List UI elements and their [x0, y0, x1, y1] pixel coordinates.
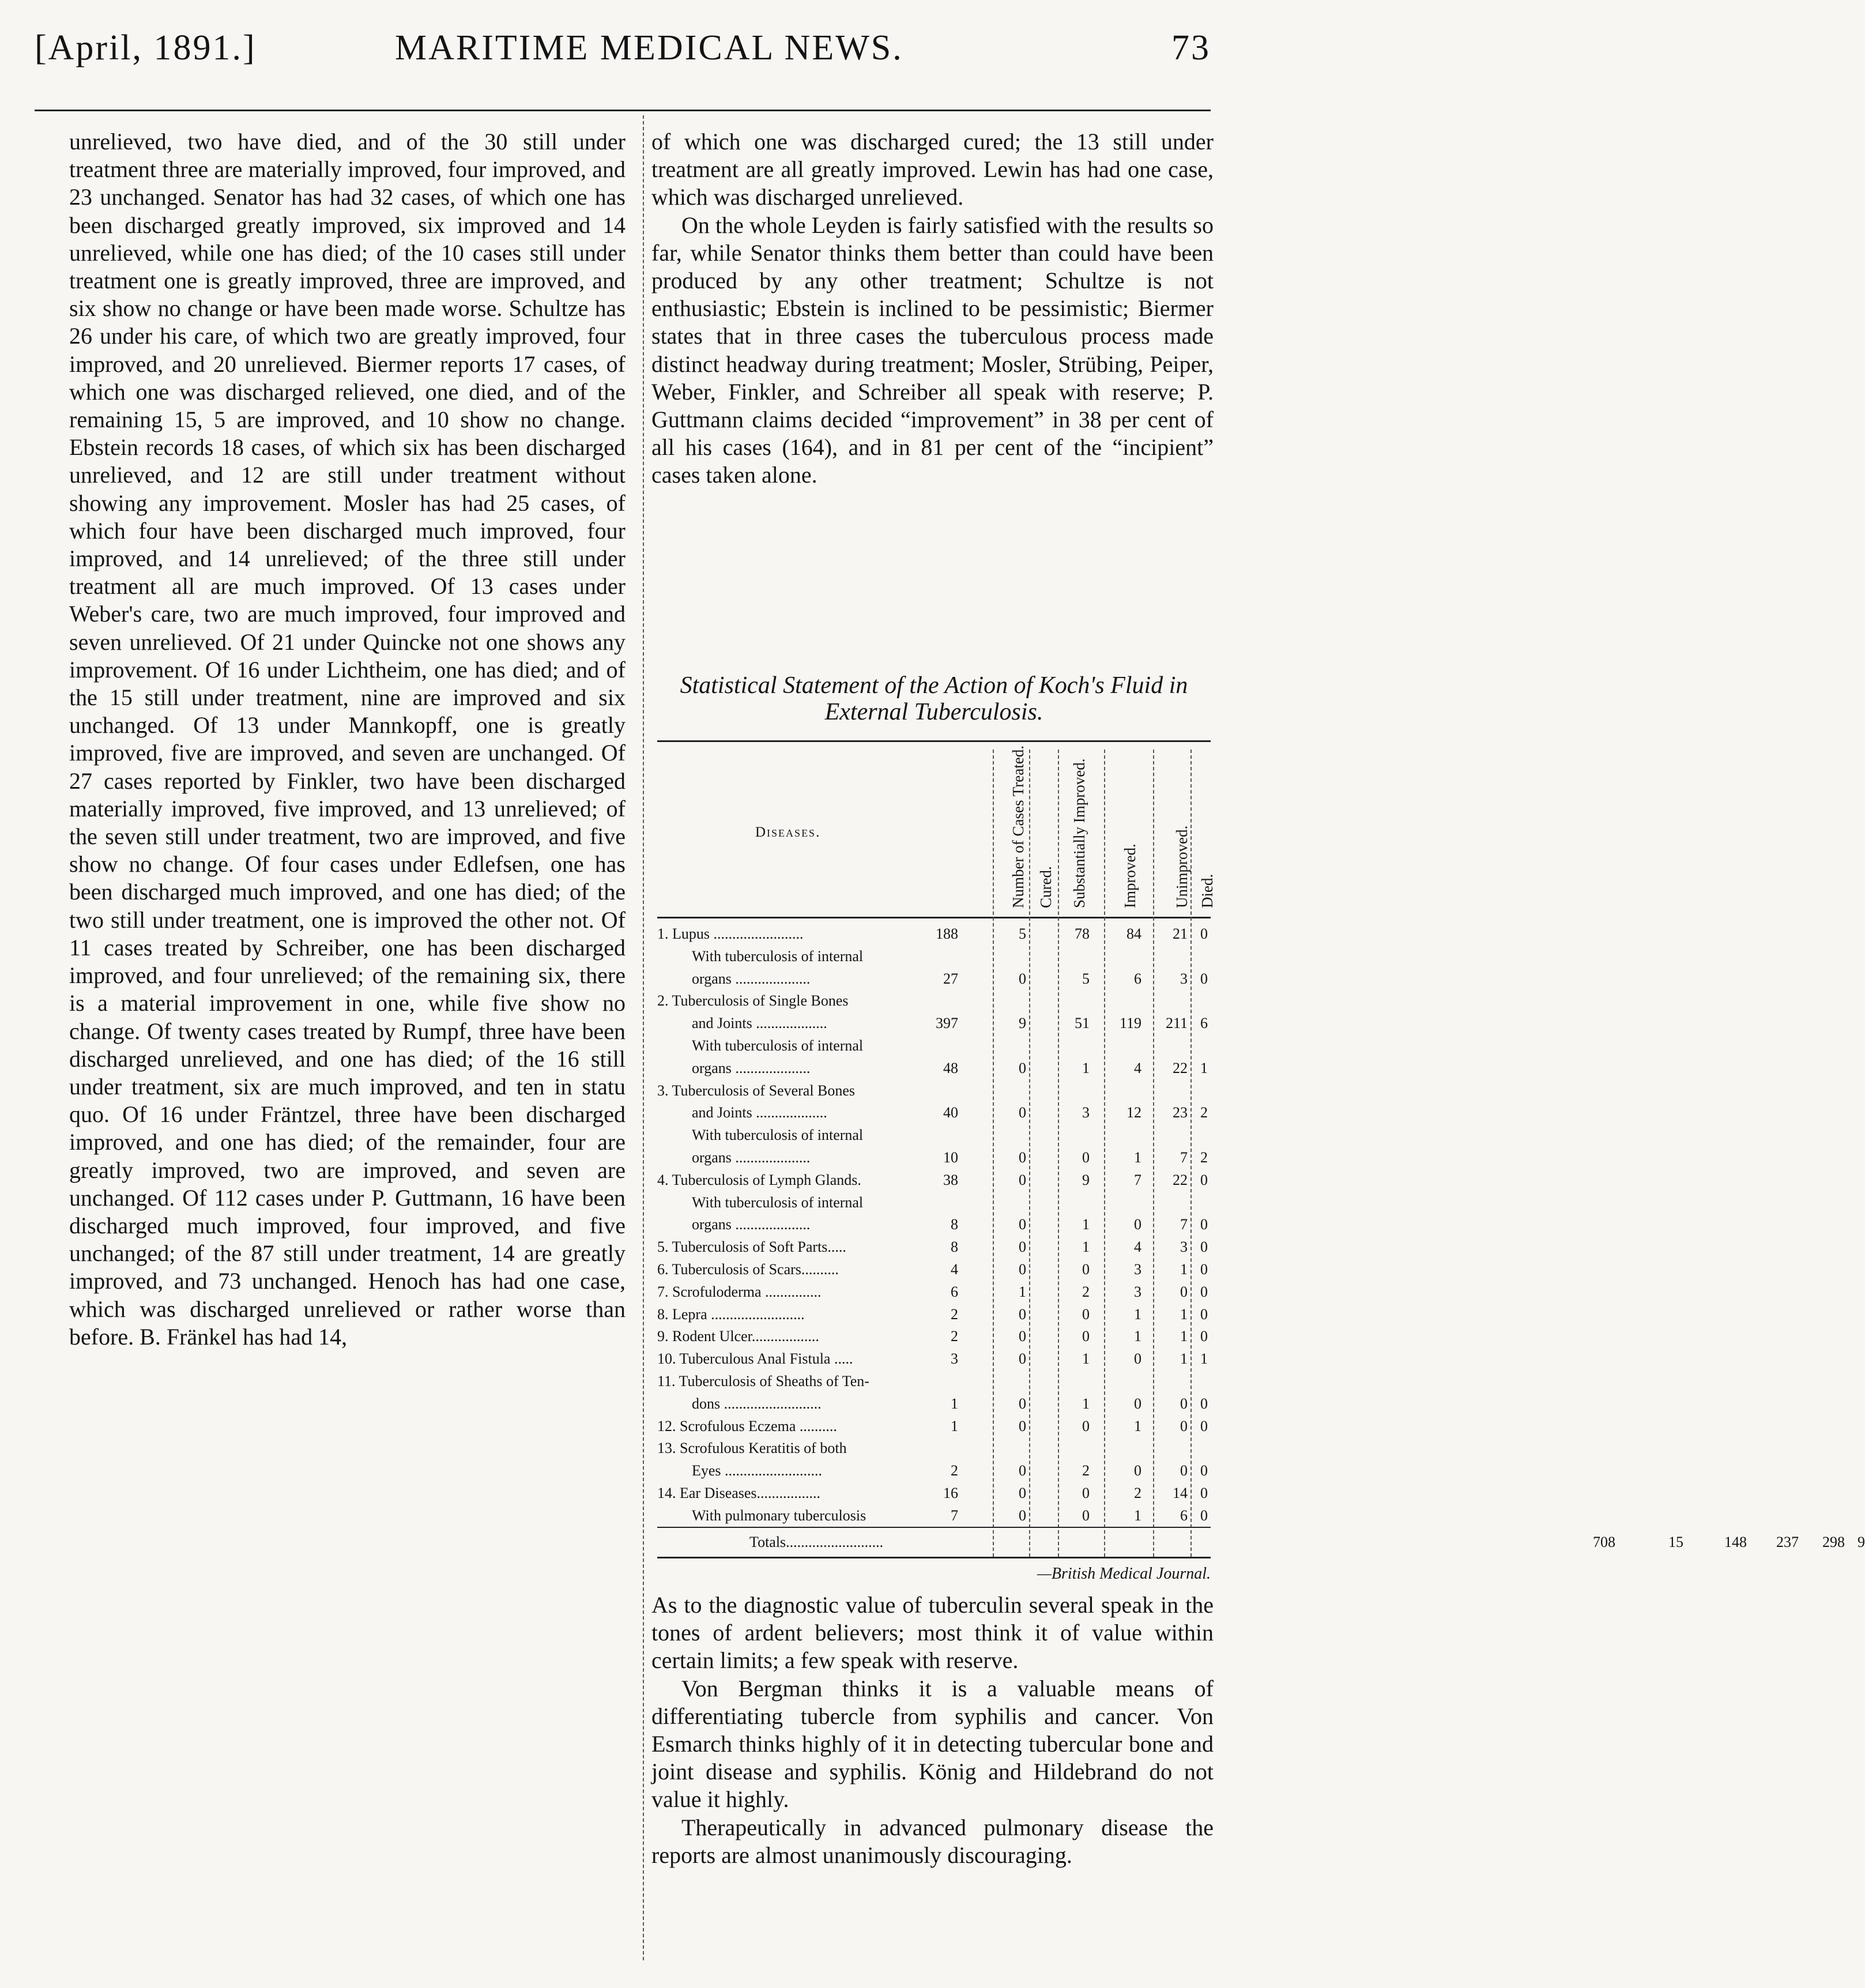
cell-died: 0: [1200, 1485, 1208, 1501]
cell-unimproved: 7: [1180, 1216, 1188, 1233]
disease-label: 10. Tuberculous Anal Fistula .....: [657, 1350, 853, 1368]
totals-substantially: 148: [1724, 1534, 1747, 1550]
cell-substantially: 0: [1082, 1485, 1090, 1501]
disease-label: With tuberculosis of internal: [692, 1127, 864, 1144]
cell-died: 2: [1200, 1104, 1208, 1121]
table-row: [657, 1350, 1211, 1368]
cell-unimproved: 1: [1180, 1261, 1188, 1278]
col-header-improved: Improved.: [1121, 844, 1139, 908]
cell-cases: 27: [943, 970, 958, 987]
cell-cured: 0: [1019, 1104, 1026, 1121]
cell-improved: 7: [1134, 1171, 1141, 1188]
cell-cured: 0: [1019, 1328, 1026, 1345]
cell-unimproved: 3: [1180, 970, 1188, 987]
cell-unimproved: 0: [1180, 1395, 1188, 1412]
cell-died: 0: [1200, 1462, 1208, 1479]
disease-label: 4. Tuberculosis of Lymph Glands.: [657, 1171, 861, 1188]
cell-improved: 2: [1134, 1485, 1141, 1501]
disease-label: Eyes ..........................: [692, 1462, 823, 1479]
totals-died: 9: [1858, 1534, 1865, 1550]
cell-died: 6: [1200, 1015, 1208, 1032]
table-row: [657, 1127, 1211, 1144]
table-row: [657, 1485, 1211, 1502]
cell-cases: 4: [951, 1261, 958, 1278]
cell-substantially: 0: [1082, 1261, 1090, 1278]
issue-date: [April, 1891.]: [35, 28, 257, 67]
cell-improved: 0: [1134, 1350, 1141, 1368]
cell-improved: 12: [1126, 1104, 1141, 1121]
cell-cases: 1: [951, 1395, 958, 1412]
cell-substantially: 51: [1075, 1015, 1090, 1032]
table-row: [657, 1283, 1211, 1301]
cell-cases: 1: [951, 1417, 958, 1434]
totals-unimproved: 298: [1822, 1534, 1845, 1550]
cell-unimproved: 21: [1173, 925, 1188, 942]
cell-improved: 4: [1134, 1059, 1141, 1076]
table-row: [657, 1306, 1211, 1323]
cell-improved: 84: [1126, 925, 1141, 942]
table-row: [657, 1104, 1211, 1121]
disease-label: organs ....................: [692, 1216, 811, 1233]
disease-label: With tuberculosis of internal: [692, 1037, 864, 1054]
cell-improved: 0: [1134, 1462, 1141, 1479]
table-row: [657, 1015, 1211, 1032]
cell-cured: 1: [1019, 1283, 1026, 1300]
cell-died: 0: [1200, 1507, 1208, 1524]
cell-cases: 8: [951, 1238, 958, 1256]
cell-cases: 2: [951, 1462, 958, 1479]
cell-died: 0: [1200, 1305, 1208, 1323]
cell-cured: 0: [1019, 1149, 1026, 1166]
cell-cured: 0: [1019, 1350, 1026, 1368]
cell-improved: 0: [1134, 1216, 1141, 1233]
disease-label: 11. Tuberculosis of Sheaths of Ten-: [657, 1373, 869, 1390]
table-row: [657, 925, 1211, 943]
cell-substantially: 1: [1082, 1350, 1090, 1368]
right-paragraph-2: On the whole Leyden is fairly satisfied with the results so far, while Senator thinks them better than could have been produced by any other treatment; Schultze is not enthusiastic; Ebstein is inclined to be pessimistic; Biermer states that in three cases the tuberculous process made distinct headway during treatment; Mosler, Strübing, Peiper, Weber, Finkler, and Schreiber all speak with reserve; P. Guttmann claims decided “improvement” in 38 per cent of all his cases (164), and in 81 per cent of the “incipient” cases taken alone.: [651, 212, 1214, 488]
table-row: [657, 1507, 1211, 1524]
cell-cured: 0: [1019, 1395, 1026, 1412]
disease-label: 12. Scrofulous Eczema ..........: [657, 1417, 837, 1434]
cell-cured: 0: [1019, 1261, 1026, 1278]
header-rule: [35, 110, 1211, 111]
disease-label: 13. Scrofulous Keratitis of both: [657, 1440, 847, 1457]
cell-died: 1: [1200, 1059, 1208, 1076]
cell-died: 0: [1200, 1261, 1208, 1278]
disease-label: 3. Tuberculosis of Several Bones: [657, 1082, 856, 1099]
table-top-rule: [657, 740, 1211, 742]
cell-died: 0: [1200, 1417, 1208, 1434]
cell-substantially: 2: [1082, 1283, 1090, 1300]
cell-substantially: 1: [1082, 1238, 1090, 1256]
cell-cases: 48: [943, 1059, 958, 1076]
diseases-column-header: Diseases.: [755, 824, 821, 840]
disease-label: organs ....................: [692, 1149, 811, 1166]
cell-unimproved: 1: [1180, 1305, 1188, 1323]
table-header-rule: [657, 917, 1211, 918]
cell-died: 1: [1200, 1350, 1208, 1368]
cell-substantially: 0: [1082, 1507, 1090, 1524]
disease-label: 5. Tuberculosis of Soft Parts.....: [657, 1238, 846, 1256]
cell-unimproved: 7: [1180, 1149, 1188, 1166]
cell-improved: 1: [1134, 1417, 1141, 1434]
disease-label: With tuberculosis of internal: [692, 947, 864, 965]
disease-label: 7. Scrofuloderma ...............: [657, 1283, 822, 1300]
table-row: [657, 1060, 1211, 1077]
totals-cases: 708: [1593, 1534, 1615, 1550]
table-row: [657, 1395, 1211, 1413]
table-row: [657, 1082, 1211, 1100]
cell-substantially: 5: [1082, 970, 1090, 987]
journal-title: MARITIME MEDICAL NEWS.: [395, 28, 903, 67]
table-row: [657, 1037, 1211, 1055]
cell-cured: 9: [1019, 1015, 1026, 1032]
disease-label: With pulmonary tuberculosis: [692, 1507, 866, 1524]
cell-unimproved: 1: [1180, 1328, 1188, 1345]
cell-died: 0: [1200, 1238, 1208, 1256]
table-row: [657, 1462, 1211, 1479]
table-row: [657, 1216, 1211, 1233]
cell-unimproved: 22: [1173, 1059, 1188, 1076]
cell-substantially: 9: [1082, 1171, 1090, 1188]
cell-substantially: 0: [1082, 1149, 1090, 1166]
cell-cases: 8: [951, 1216, 958, 1233]
right-paragraph-1: of which one was discharged cured; the 13 still under treatment are all greatly improved. Lewin has had one case, which was discharged unrelieved.: [651, 129, 1214, 210]
disease-label: 8. Lepra .........................: [657, 1305, 805, 1323]
cell-died: 0: [1200, 1216, 1208, 1233]
cell-substantially: 1: [1082, 1216, 1090, 1233]
col-header-substantially: Substantially Improved.: [1071, 758, 1088, 908]
cell-substantially: 78: [1075, 925, 1090, 942]
cell-improved: 4: [1134, 1238, 1141, 1256]
cell-unimproved: 0: [1180, 1283, 1188, 1300]
left-paragraph: unrelieved, two have died, and of the 30 still under treatment three are materially improved, four improved, and 23 unchanged. Senator has had 32 cases, of which one has been discharged greatly improved, six improved and 14 unrelieved, while one has died; of the 10 cases still under treatment one is greatly improved, three are improved, and six show no change or have been made worse. Schultze has 26 under his care, of which two are greatly improved, four improved, and 20 unrelieved. Biermer reports 17 cases, of which one was discharged relieved, one died, and of the remaining 15, 5 are improved, and 10 show no change. Ebstein records 18 cases, of which six has been discharged unrelieved, and 12 are still under treatment without showing any improvement. Mosler has had 25 cases, of which four have been discharged much improved, four improved, and 14 unrelieved; of the three still under treatment all are much improved. Of 13 cases under Weber's care, two are much improved, four improved and seven unrelieved. Of 21 under Quincke not one shows any improvement. Of 16 under Lichtheim, one has died; and of the 15 still under treatment, nine are improved and six unchanged. Of 13 under Mannkopff, one is greatly improved, five are improved, and seven are unchanged. Of 27 cases reported by Finkler, two have been discharged materially improved, five improved, and 13 unrelieved; of the seven still under treatment, two are improved, and five show no change. Of four cases under Edlefsen, one has been discharged much improved, and one has died; of the two still under treatment, one is improved the other not. Of 11 cases treated by Schreiber, one has been discharged improved, and four unrelieved; of the remaining six, there is a material improvement in one, while five show no change. Of twenty cases treated by Rumpf, three have been discharged unrelieved, and one has died; of the 16 still under treatment, six are much improved, and ten in statu quo. Of 16 under Fräntzel, three have been discharged improved, and one has died; of the remainder, four are greatly improved, two are improved, and seven are unchanged. Of 112 cases under P. Guttmann, 16 have been discharged much improved, four improved, and five unchanged; of the 87 still under treatment, 14 are greatly improved, and 73 unchanged. Henoch has had one case, which was discharged unrelieved or rather worse than before. B. Fränkel has had 14,: [69, 129, 626, 1350]
disease-label: 14. Ear Diseases.................: [657, 1485, 821, 1501]
cell-cases: 40: [943, 1104, 958, 1121]
disease-label: dons ..........................: [692, 1395, 822, 1412]
table-credit: —British Medical Journal.: [1037, 1565, 1211, 1583]
cell-improved: 3: [1134, 1261, 1141, 1278]
cell-substantially: 0: [1082, 1417, 1090, 1434]
cell-cured: 0: [1019, 1462, 1026, 1479]
cell-cases: 16: [943, 1485, 958, 1501]
disease-label: 1. Lupus ........................: [657, 925, 804, 942]
table-title: Statistical Statement of the Action of Koch's Fluid in External Tuberculosis.: [680, 672, 1188, 725]
cell-died: 0: [1200, 1171, 1208, 1188]
cell-cured: 0: [1019, 1417, 1026, 1434]
cell-cured: 0: [1019, 970, 1026, 987]
cell-died: 0: [1200, 925, 1208, 942]
cell-unimproved: 211: [1165, 1015, 1188, 1032]
cell-improved: 1: [1134, 1507, 1141, 1524]
cell-improved: 1: [1134, 1328, 1141, 1345]
table-row: [657, 970, 1211, 988]
totals-bottom-rule: [657, 1557, 1211, 1558]
cell-cured: 0: [1019, 1238, 1026, 1256]
table-row: [657, 1238, 1211, 1256]
cell-cases: 10: [943, 1149, 958, 1166]
cell-improved: 119: [1119, 1015, 1141, 1032]
col-header-unimproved: Unimproved.: [1173, 825, 1190, 908]
cell-unimproved: 1: [1180, 1350, 1188, 1368]
disease-label: 6. Tuberculosis of Scars..........: [657, 1261, 839, 1278]
cell-died: 2: [1200, 1149, 1208, 1166]
totals-label: Totals..........................: [749, 1534, 884, 1550]
cell-cases: 38: [943, 1171, 958, 1188]
disease-label: With tuberculosis of internal: [692, 1193, 864, 1211]
cell-substantially: 0: [1082, 1305, 1090, 1323]
page-number: 73: [1171, 28, 1211, 67]
disease-label: organs ....................: [692, 970, 811, 987]
table-row: [657, 948, 1211, 965]
table-row: [657, 1328, 1211, 1345]
col-header-cured: Cured.: [1037, 866, 1054, 908]
bergman-paragraph: Von Bergman thinks it is a valuable means of differentiating tubercle from syphilis and cancer. Von Esmarch thinks highly of it in detecting tubercular bone and joint disease and syphilis. König and Hildebrand do not value it highly.: [651, 1675, 1214, 1813]
cell-cases: 397: [936, 1015, 958, 1032]
cell-cured: 0: [1019, 1171, 1026, 1188]
cell-unimproved: 6: [1180, 1507, 1188, 1524]
col-header-cases: Number of Cases Treated.: [1009, 745, 1027, 908]
cell-substantially: 0: [1082, 1328, 1090, 1345]
cell-cured: 0: [1019, 1059, 1026, 1076]
cell-substantially: 1: [1082, 1395, 1090, 1412]
running-header: [35, 28, 1211, 85]
cell-cured: 0: [1019, 1507, 1026, 1524]
right-column-bottom: [651, 1591, 1214, 1869]
cell-unimproved: 3: [1180, 1238, 1188, 1256]
cell-cases: 6: [951, 1283, 958, 1300]
cell-unimproved: 23: [1173, 1104, 1188, 1121]
cell-cases: 7: [951, 1507, 958, 1524]
cell-improved: 3: [1134, 1283, 1141, 1300]
table-row: [657, 992, 1211, 1010]
cell-cured: 0: [1019, 1305, 1026, 1323]
cell-unimproved: 0: [1180, 1462, 1188, 1479]
cell-improved: 6: [1134, 970, 1141, 987]
table-row: [657, 1149, 1211, 1166]
cell-improved: 1: [1134, 1305, 1141, 1323]
right-column-top: [651, 128, 1214, 490]
cell-died: 0: [1200, 1395, 1208, 1412]
cell-cured: 0: [1019, 1485, 1026, 1501]
diagnostic-paragraph: As to the diagnostic value of tuberculin several speak in the tones of ardent believers; most think it of value within certain limits; a few speak with reserve.: [651, 1592, 1214, 1674]
table-row: [657, 1373, 1211, 1390]
disease-label: organs ....................: [692, 1059, 811, 1076]
totals-improved: 237: [1776, 1534, 1799, 1550]
cell-unimproved: 0: [1180, 1417, 1188, 1434]
left-column: [69, 128, 626, 1351]
cell-cured: 0: [1019, 1216, 1026, 1233]
table-totals-row: [657, 1534, 1865, 1551]
column-divider: [643, 115, 644, 1960]
cell-substantially: 1: [1082, 1059, 1090, 1076]
table-row: [657, 1418, 1211, 1435]
cell-substantially: 3: [1082, 1104, 1090, 1121]
table-row: [657, 1194, 1211, 1211]
cell-improved: 1: [1134, 1149, 1141, 1166]
cell-died: 0: [1200, 970, 1208, 987]
cell-unimproved: 14: [1173, 1485, 1188, 1501]
col-header-died: Died.: [1199, 873, 1216, 908]
table-row: [657, 1172, 1211, 1189]
cell-unimproved: 22: [1173, 1171, 1188, 1188]
table-row: [657, 1440, 1211, 1457]
disease-label: 2. Tuberculosis of Single Bones: [657, 992, 849, 1010]
totals-top-rule: [657, 1527, 1211, 1528]
cell-cases: 2: [951, 1328, 958, 1345]
therapeutic-paragraph: Therapeutically in advanced pulmonary disease the reports are almost unanimously discouraging.: [651, 1814, 1214, 1868]
cell-cases: 188: [936, 925, 958, 942]
table-row: [657, 1261, 1211, 1278]
disease-label: 9. Rodent Ulcer..................: [657, 1328, 819, 1345]
cell-died: 0: [1200, 1283, 1208, 1300]
cell-died: 0: [1200, 1328, 1208, 1345]
disease-label: and Joints ...................: [692, 1104, 827, 1121]
cell-improved: 0: [1134, 1395, 1141, 1412]
cell-cases: 2: [951, 1305, 958, 1323]
cell-substantially: 2: [1082, 1462, 1090, 1479]
disease-label: and Joints ...................: [692, 1015, 827, 1032]
cell-cases: 3: [951, 1350, 958, 1368]
totals-cured: 15: [1668, 1534, 1683, 1550]
cell-cured: 5: [1019, 925, 1026, 942]
